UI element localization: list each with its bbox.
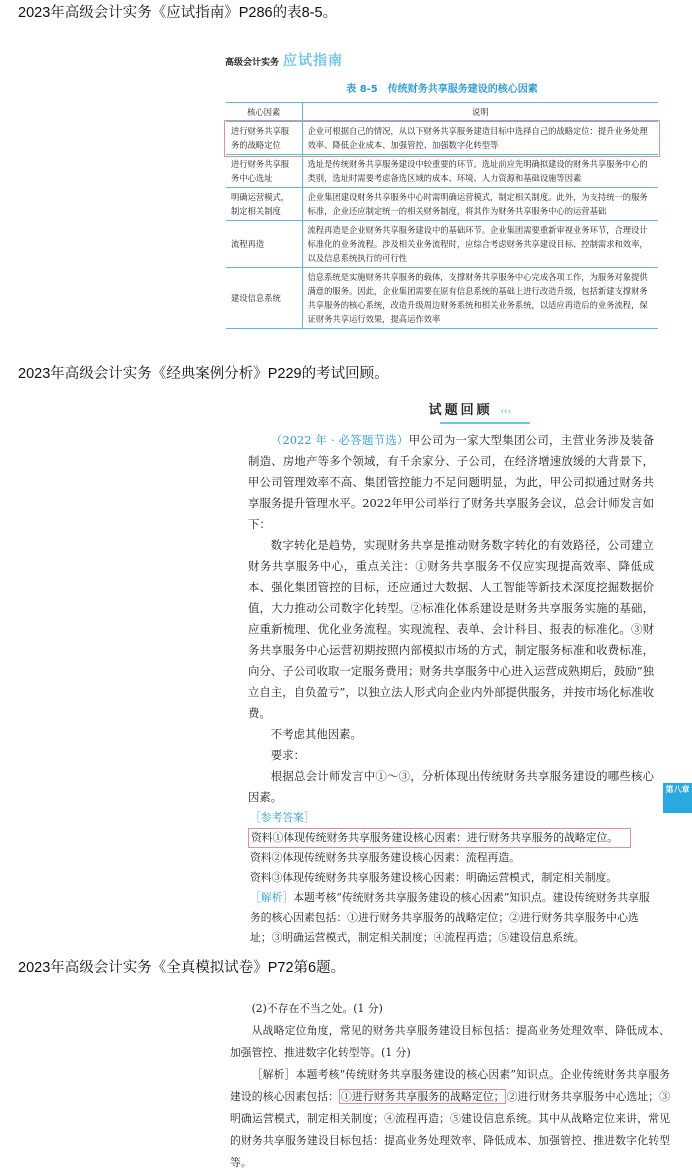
mock-exam-image <box>230 998 670 1174</box>
factor-cell: 流程再造 <box>226 221 302 268</box>
desc-cell: 企业可根据自己的情况，从以下财务共享服务建造目标中选择自己的战略定位：提升业务处理效率、降低企业成本、加强管控、加强数字化转型等 <box>302 122 658 155</box>
core-factors-table <box>226 102 658 329</box>
answer-3: 资料③体现传统财务共享服务建设核心因素：明确运营模式，制定相关制度。 <box>250 870 618 884</box>
question-note: 不考虑其他因素。 <box>270 726 362 741</box>
analysis: ［解析］本题考核“传统财务共享服务建设的核心因素”知识点。建设传统财务共享服务的核心因素包括：①进行财务共享服务的战略定位；②进行财务共享服务中心选址；③明确运营模式，制定相关制度；④流程再造；⑤建设信息系统。 <box>250 890 650 944</box>
answer-part-2: (2)不存在不当之处。(1 分) <box>251 1001 383 1015</box>
title-underline <box>440 422 530 424</box>
table-row <box>226 155 658 188</box>
exam-review-image <box>240 402 660 948</box>
table-row <box>226 188 658 221</box>
question-body: 数字转化是趋势，实现财务共享是推动财务数字转化的有效路径，公司建立财务共享服务中心，重点关注：①财务共享服务不仅应实现提高效率、降低成本、强化集团管控的目标，还应通过大数据、人工智能等新技术深度挖掘数据价值，大力推动公司数字化转型。②标准化体系建设是财务共享服务实施的基础，应重新梳理、优化业务流程。实现流程、表单、会计科目、报表的标准化。③财务共享服务中心运营初期按照内部模拟市场的方式，制定服务标准和收费标准，向分、子公司收取一定服务费用；财务共享服务中心进入运营成熟期后，鼓励“独立自主，自负盈亏”，以独立法人形式向企业内外部提供服务，并按市场化标准收费。 <box>248 537 654 720</box>
table-row <box>226 268 658 329</box>
analysis: ［解析］本题考核“传统财务共享服务建设的核心因素”知识点。企业传统财务共享服务建设的核心因素包括： ①进行财务共享服务的战略定位； ②进行财务共享服务中心选址；③明确运营模式，制定相关制度；④流程再造；⑤建设信息系统。其中从战略定位来讲，常见的财务共享服务建设目标包括：提高业务处理效率、降低成本、加强管控、推进数字化转型等。 <box>230 1067 671 1169</box>
caption-3: 2023年高级会计实务《全真模拟试卷》P72第6题。 <box>18 959 346 976</box>
header-desc: 说明 <box>302 103 658 122</box>
answer-block <box>248 808 658 948</box>
highlight-box: ①进行财务共享服务的战略定位； <box>341 1089 505 1103</box>
book-brand: 高级会计实务 应试指南 <box>225 53 344 69</box>
factor-cell: 建设信息系统 <box>226 268 302 329</box>
header-factor: 核心因素 <box>226 103 302 122</box>
table-row-highlighted <box>226 122 658 155</box>
desc-cell: 信息系统是实施财务共享服务的载体，支撑财务共享服务中心完成各项工作，为服务对象提供满意的服务。因此，企业集团需要在原有信息系统的基础上进行改造升级，包括新建支撑财务共享服务的核心系统，改造升级周边财务系统和相关业务系统，以适应再造后的业务流程，保证财务共享运行效果，提高运作效率 <box>302 268 658 329</box>
question-intro: （2022 年 · 必答题节选）甲公司为一家大型集团公司，主营业务涉及装备制造、房地产等多个领域，有千余家分、子公司，在经济增速放缓的大背景下，甲公司管理效率不高、集团管控能力不足问题明显，为此，甲公司拟通过财务共享服务提升管理水平。2022年甲公司举行了财务共享服务会议，总会计师发言如下： <box>248 432 654 531</box>
desc-cell: 企业集团建设财务共享服务中心时需明确运营模式，制定相关制度。此外，为支持统一的服务标准，企业还应制定统一的相关财务制度，将其作为财务共享服务中心的运营基础 <box>302 188 658 221</box>
answer-2: 资料②体现传统财务共享服务建设核心因素：流程再造。 <box>250 850 520 864</box>
answer-detail: 从战略定位角度，常见的财务共享服务建设目标包括：提高业务处理效率、降低成本、加强管控、推进数字化转型等。(1 分) <box>230 1023 670 1059</box>
factor-cell: 进行财务共享服务的战略定位 <box>226 122 302 155</box>
caption-1: 2023年高级会计实务《应试指南》P286的表8-5。 <box>18 5 338 21</box>
table-title: 表 8-5 传统财务共享服务建设的核心因素 <box>346 84 538 95</box>
caption-2: 2023年高级会计实务《经典案例分析》P229的考试回顾。 <box>18 366 389 382</box>
factor-cell: 进行财务共享服务中心选址 <box>226 155 302 188</box>
question-requirement-label: 要求： <box>270 747 305 762</box>
answer-1-highlighted: 资料①体现传统财务共享服务建设核心因素：进行财务共享服务的战略定位。 <box>248 828 631 848</box>
desc-cell: 流程再造是企业财务共享服务建设中的基础环节。企业集团需要重新审视业务环节，合理设计标准化的业务流程。涉及相关业务流程时，应综合考虑财务共享建设目标、控制需求和效率，以及信息系统执行的可行性 <box>302 221 658 268</box>
chapter-tab: 第八章 <box>663 783 692 813</box>
desc-cell: 选址是传统财务共享服务建设中较重要的环节。选址前应先明确拟建设的财务共享服务中心的类别，选址时需要考虑备选区域的成本、环境、人力资源和基础设施等因素 <box>302 155 658 188</box>
factor-cell: 明确运营模式，制定相关制度 <box>226 188 302 221</box>
question-requirement: 根据总会计师发言中①～③，分析体现出传统财务共享服务建设的哪些核心因素。 <box>248 768 654 804</box>
answer-label: ［参考答案］ <box>250 810 315 824</box>
table-row <box>226 221 658 268</box>
review-title: 试题回顾 ‹‹‹ <box>428 403 512 418</box>
textbook-table-image <box>222 45 662 340</box>
